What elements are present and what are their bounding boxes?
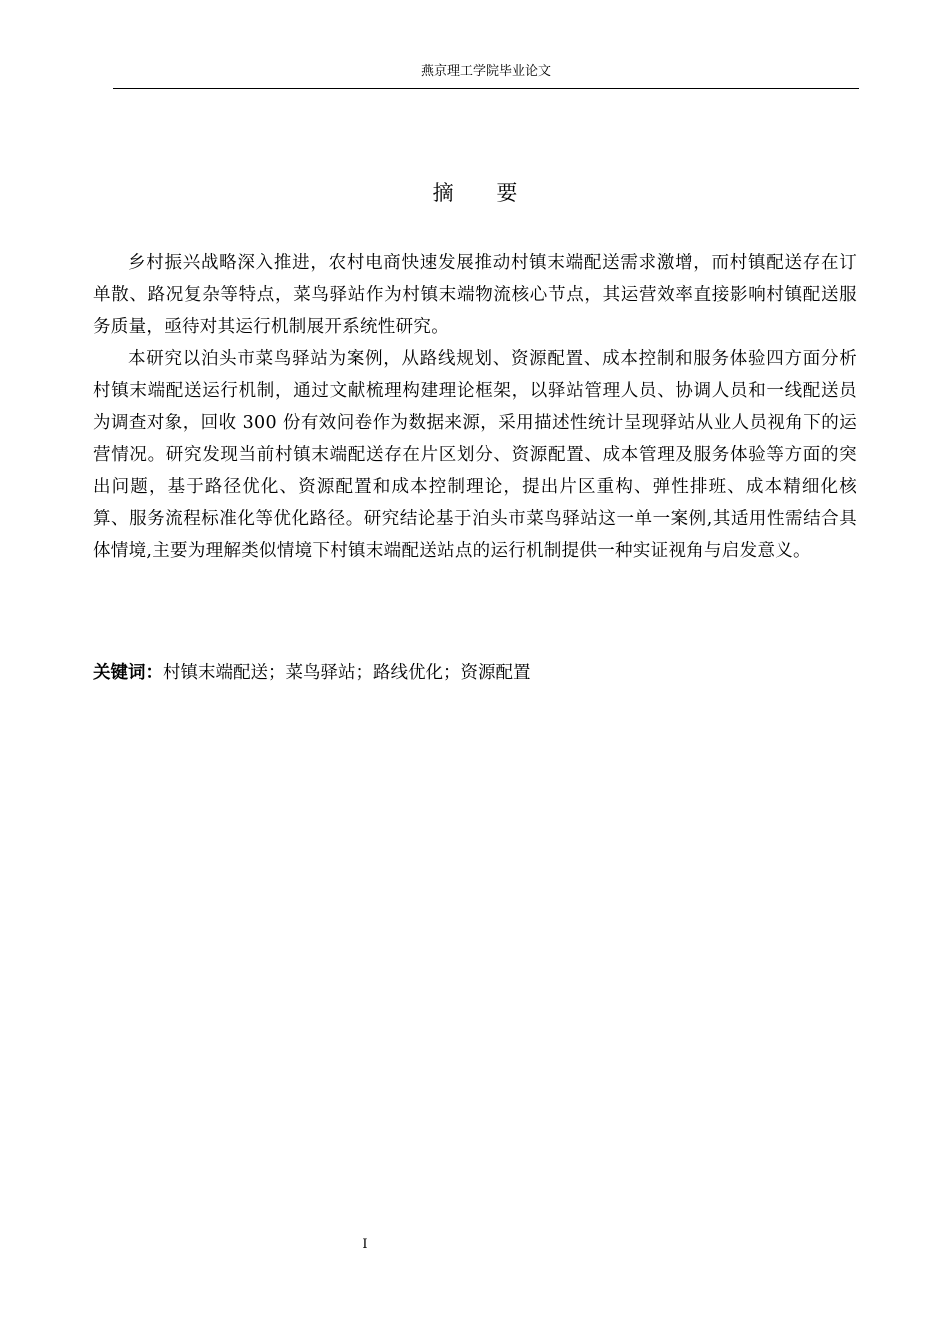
abstract-title: 摘 要 [432,181,536,205]
abstract-body [93,247,857,567]
page-number: I [362,1237,368,1252]
keywords-line [93,658,857,688]
abstract-paragraph-2: 本研究以泊头市菜鸟驿站为案例，从路线规划、资源配置、成本控制和服务体验四方面分析村镇末端配送运行机制，通过文献梳理构建理论框架，以驿站管理人员、协调人员和一线配送员为调查对象，回收 300 份有效问卷作为数据来源，采用描述性统计呈现驿站从业人员视角下的运营情况。研究发现当前村镇末端配送存在片区划分、资源配置、成本管理及服务体验等方面的突出问题，基于路径优化、资源配置和成本控制理论，提出片区重构、弹性排班、成本精细化核算、服务流程标准化等优化路径。研究结论基于泊头市菜鸟驿站这一单一案例,其适用性需结合具体情境,主要为理解类似情境下村镇末端配送站点的运行机制提供一种实证视角与启发意义。 [93,349,857,561]
keywords-label: 关键词： [93,663,163,683]
header-divider [113,88,859,89]
abstract-paragraph-1: 乡村振兴战略深入推进，农村电商快速发展推动村镇末端配送需求激增，而村镇配送存在订单散、路况复杂等特点，菜鸟驿站作为村镇末端物流核心节点，其运营效率直接影响村镇配送服务质量，亟待对其运行机制展开系统性研究。 [93,253,857,337]
keywords-text: 村镇末端配送；菜鸟驿站；路线优化；资源配置 [163,663,531,683]
running-header: 燕京理工学院毕业论文 [420,64,551,79]
